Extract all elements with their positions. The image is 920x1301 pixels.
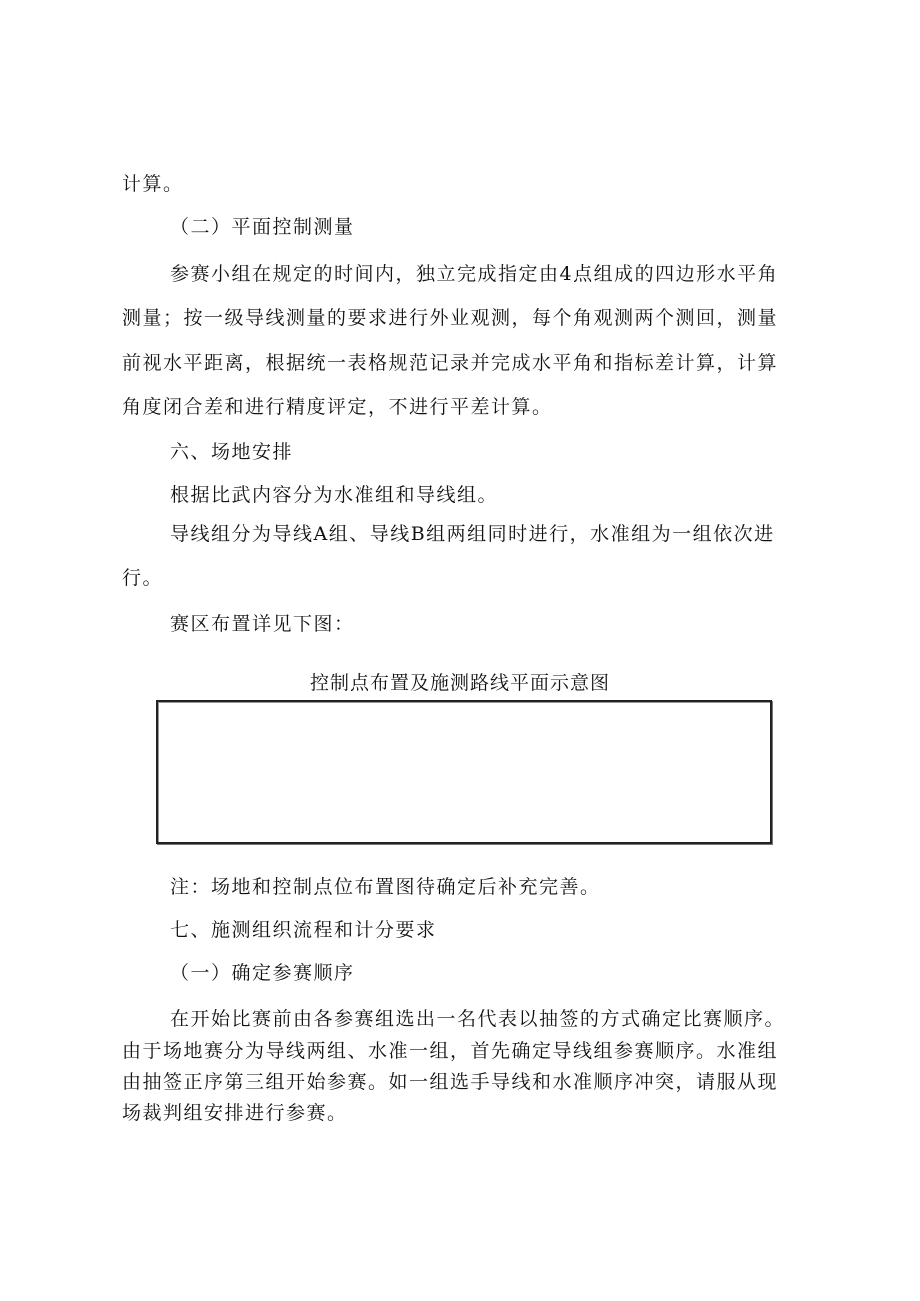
- paragraph-line: 场裁判组安排进行参赛。: [122, 1102, 348, 1124]
- paragraph-line: 根据比武内容分为水准组和导线组。: [170, 484, 499, 506]
- paragraph-line: 前视水平距离，根据统一表格规范记录并完成水平角和指标差计算，计算: [122, 352, 779, 374]
- paragraph-line: 在开始比赛前由各参赛组选出一名代表以抽签的方式确定比赛顺序。: [170, 1008, 786, 1030]
- section-heading: 七、施测组织流程和计分要求: [170, 919, 437, 941]
- paragraph-line: 计算。: [122, 173, 184, 195]
- paragraph-line: 行。: [122, 567, 164, 589]
- paragraph-line: 参赛小组在规定的时间内，独立完成指定由4点组成的四边形水平角: [170, 263, 779, 285]
- section-heading: 六、场地安排: [170, 441, 294, 463]
- paragraph-line: 角度闭合差和进行精度评定，不进行平差计算。: [122, 396, 553, 418]
- section-heading: （一）确定参赛顺序: [170, 962, 355, 984]
- paragraph-line: 由于场地赛分为导线两组、水准一组，首先确定导线组参赛顺序。水准组: [122, 1040, 779, 1062]
- figure-caption: 控制点布置及施测路线平面示意图: [309, 672, 610, 694]
- section-heading: （二）平面控制测量: [170, 216, 355, 238]
- note-line: 注：场地和控制点位布置图待确定后补充完善。: [170, 876, 601, 898]
- paragraph-line: 测量；按一级导线测量的要求进行外业观测，每个角观测两个测回，测量: [122, 307, 779, 329]
- paragraph-line: 导线组分为导线A组、导线B组两组同时进行，水准组为一组依次进: [170, 523, 775, 545]
- paragraph-line: 赛区布置详见下图：: [170, 613, 355, 635]
- figure-placeholder-box: [156, 700, 772, 844]
- paragraph-line: 由抽签正序第三组开始参赛。如一组选手导线和水准顺序冲突，请服从现: [122, 1071, 779, 1093]
